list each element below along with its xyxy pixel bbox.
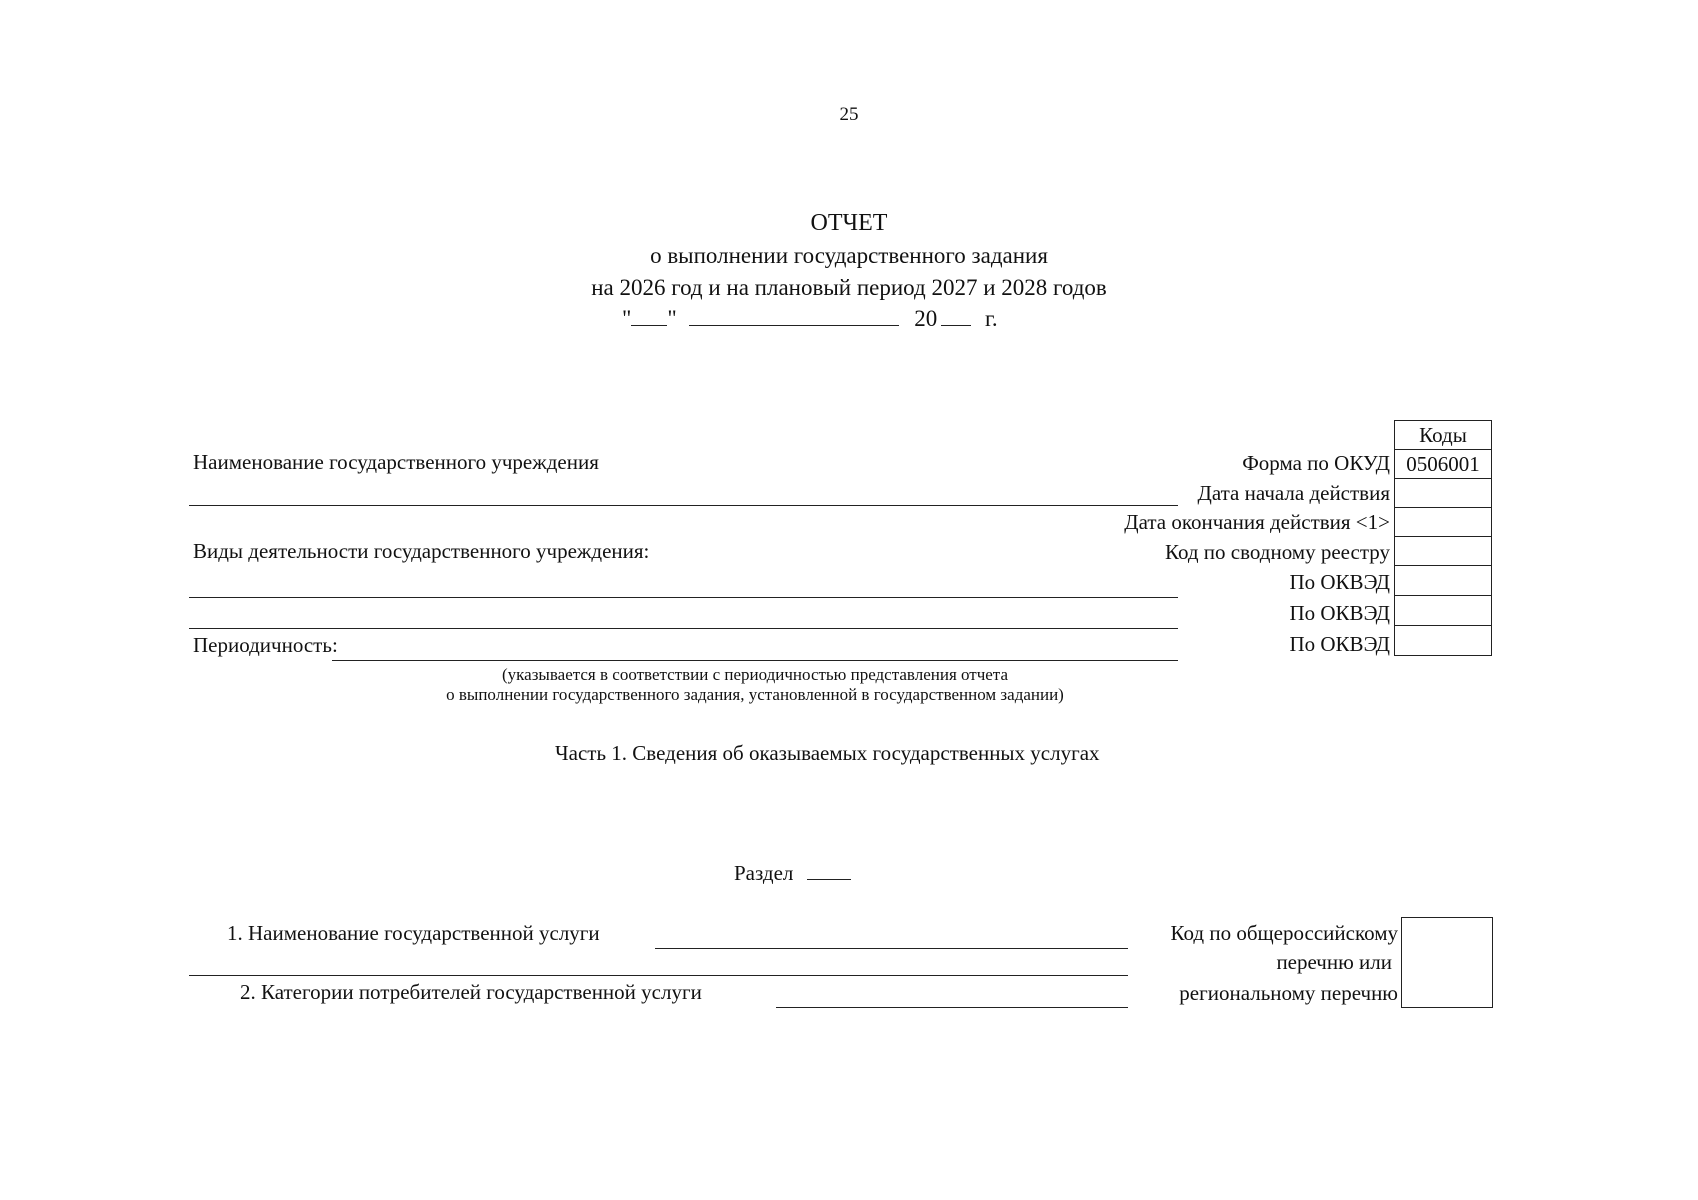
service-name-label: 1. Наименование государственной услуги bbox=[227, 921, 600, 945]
date-year-suffix: г. bbox=[985, 306, 998, 331]
code-registry[interactable] bbox=[1395, 537, 1492, 566]
report-date-line bbox=[622, 306, 998, 332]
date-quote-close: " bbox=[667, 306, 677, 331]
code-start-date[interactable] bbox=[1395, 479, 1492, 508]
consumer-categories-field[interactable] bbox=[776, 1007, 1128, 1008]
report-subtitle-1: о выполнении государственного задания bbox=[650, 243, 1048, 268]
activity-types-label: Виды деятельности государственного учреждения: bbox=[193, 539, 650, 563]
section-label: Раздел bbox=[734, 861, 794, 885]
periodicity-note-line-2: о выполнении государственного задания, установленной в государственном задании) bbox=[446, 685, 1064, 704]
periodicity-field[interactable] bbox=[332, 660, 1178, 661]
date-year-field[interactable] bbox=[941, 309, 971, 326]
service-name-field-1[interactable] bbox=[655, 948, 1128, 949]
service-code-box[interactable] bbox=[1401, 917, 1493, 1008]
page-number: 25 bbox=[839, 104, 859, 125]
codes-label-okved-2: По ОКВЭД bbox=[1289, 601, 1390, 625]
code-okved-2[interactable] bbox=[1395, 596, 1492, 626]
service-code-label-1: Код по общероссийскому bbox=[1170, 921, 1398, 945]
service-code-label-3: региональному перечню bbox=[1179, 981, 1398, 1005]
section-number-field[interactable] bbox=[807, 863, 851, 880]
periodicity-label: Периодичность: bbox=[193, 633, 338, 657]
codes-label-okud: Форма по ОКУД bbox=[1242, 451, 1390, 475]
code-okved-3[interactable] bbox=[1395, 626, 1492, 656]
section-heading bbox=[734, 861, 851, 886]
service-code-label-2: перечню или bbox=[1276, 950, 1392, 974]
codes-label-registry: Код по сводному реестру bbox=[1165, 540, 1390, 564]
report-subtitle-2: на 2026 год и на плановый период 2027 и 2028 годов bbox=[591, 275, 1107, 300]
codes-label-okved-3: По ОКВЭД bbox=[1289, 632, 1390, 656]
code-end-date[interactable] bbox=[1395, 508, 1492, 537]
code-okved-1[interactable] bbox=[1395, 566, 1492, 596]
codes-header: Коды bbox=[1395, 421, 1492, 450]
codes-label-okved-1: По ОКВЭД bbox=[1289, 570, 1390, 594]
activity-types-field-2[interactable] bbox=[189, 628, 1178, 629]
codes-label-end-date: Дата окончания действия <1> bbox=[1124, 510, 1390, 534]
periodicity-note-line-1: (указывается в соответствии с периодичностью представления отчета bbox=[502, 665, 1008, 684]
code-okud[interactable]: 0506001 bbox=[1395, 450, 1492, 479]
part1-title: Часть 1. Сведения об оказываемых государственных услугах bbox=[555, 741, 1100, 765]
date-quote-open: " bbox=[622, 306, 632, 331]
consumer-categories-label: 2. Категории потребителей государственной услуги bbox=[240, 980, 702, 1004]
institution-name-label: Наименование государственного учреждения bbox=[193, 450, 599, 474]
service-name-field-2[interactable] bbox=[189, 975, 1128, 976]
date-year-prefix: 20 bbox=[914, 306, 938, 331]
date-day-field[interactable] bbox=[631, 309, 667, 326]
codes-table bbox=[1394, 420, 1492, 656]
date-month-field[interactable] bbox=[689, 309, 899, 326]
activity-types-field-1[interactable] bbox=[189, 597, 1178, 598]
codes-label-start-date: Дата начала действия bbox=[1197, 481, 1390, 505]
report-title: ОТЧЕТ bbox=[810, 210, 888, 236]
